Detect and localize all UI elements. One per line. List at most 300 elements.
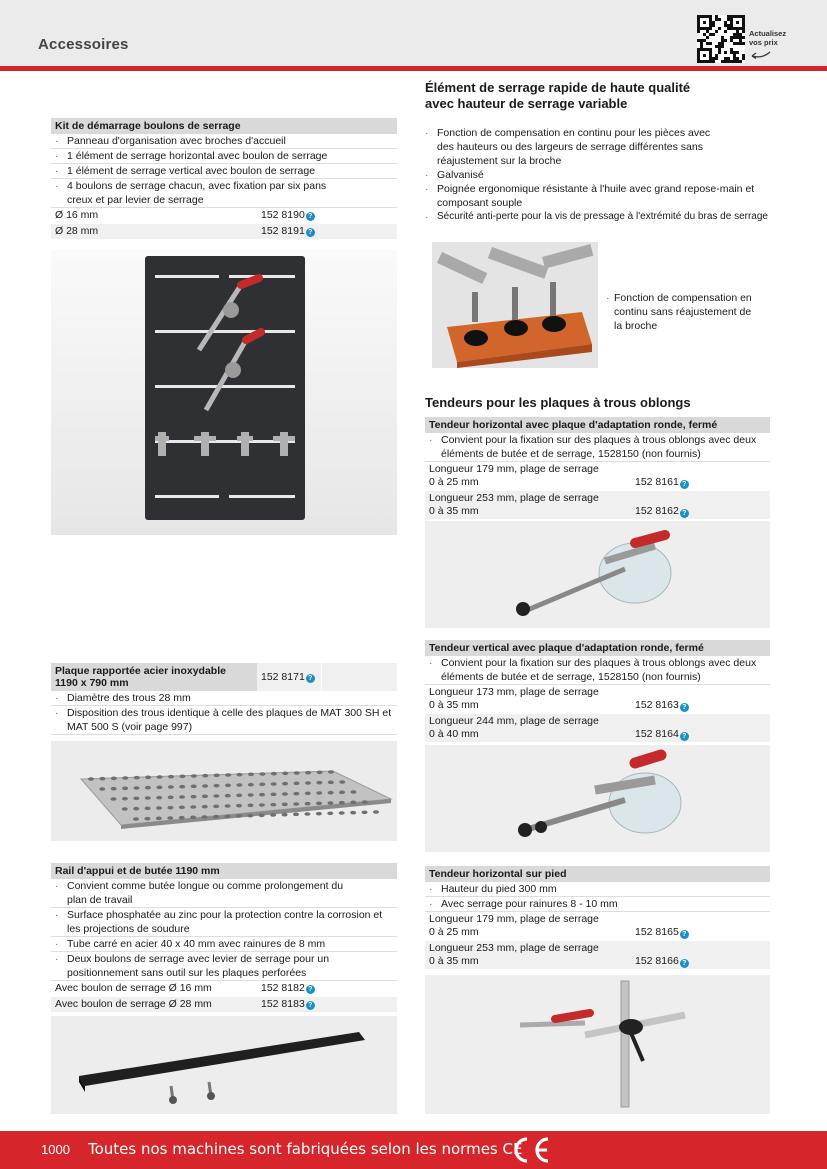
rail-table <box>51 981 397 1013</box>
plaque-hole <box>282 792 288 796</box>
plaque-hole <box>202 795 208 799</box>
plaque-hole <box>145 796 151 800</box>
row-desc <box>425 685 631 713</box>
plaque-hole <box>271 793 277 797</box>
qr-module <box>736 21 739 24</box>
feature-text: Fonction de compensation en continu pour les pièces avec des hauteurs ou des largeurs de serrage différentes sans réajustement sur la broche <box>437 127 711 167</box>
feature-text: Sécurité anti-perte pour la vis de pressage à l'extrémité du bras de serrage <box>437 211 768 222</box>
row-desc-line-2: 0 à 35 mm <box>429 505 479 517</box>
tendeur-pied-section <box>425 866 770 970</box>
price-cell <box>695 912 770 940</box>
price-cell <box>321 224 397 239</box>
table-row <box>51 981 397 997</box>
row-desc-line-2: 0 à 35 mm <box>429 699 479 711</box>
plaque-hole <box>202 774 208 778</box>
plaque-hole <box>191 795 197 799</box>
kit-bullet <box>51 134 397 149</box>
plaque-hole <box>304 812 310 816</box>
rail-row-number <box>257 981 321 996</box>
bullet-text: Convient pour la fixation sur des plaques à trous oblongs avec deux éléments de butée et de serrage, 1528150 (non fournis) <box>441 657 757 683</box>
kit-row-number <box>257 208 321 223</box>
plaque-hole <box>122 797 128 801</box>
bullet-text: Convient pour la fixation sur des plaques à trous oblongs avec deux éléments de butée et de serrage, 1528150 (non fournis) <box>441 434 757 460</box>
plaque-hole <box>179 806 185 810</box>
plaque-hole <box>259 814 265 818</box>
bullet-icon: · <box>55 165 59 177</box>
plaque-hole <box>259 803 265 807</box>
help-icon[interactable]: ? <box>680 959 689 968</box>
plaque-hole <box>327 812 333 816</box>
article-number: 152 8164 <box>635 728 679 740</box>
table-row <box>425 462 770 491</box>
help-icon[interactable]: ? <box>680 930 689 939</box>
tendeur-vertical-section <box>425 640 770 743</box>
qr-module <box>724 30 727 33</box>
bullet-icon: · <box>429 434 433 446</box>
plaque-hole <box>247 814 253 818</box>
row-desc-line-1: Longueur 173 mm, plage de serrage <box>429 686 599 698</box>
plaque-hole <box>111 797 117 801</box>
list-item <box>425 182 805 210</box>
price-cell <box>695 462 770 490</box>
row-desc-line-2: 0 à 40 mm <box>429 728 479 740</box>
rail-bullet <box>51 879 397 908</box>
plaque-bullet-text: Disposition des trous identique à celle des plaques de MAT 300 SH et MAT 500 S (voir page 997) <box>67 707 392 733</box>
plaque-hole <box>339 780 345 784</box>
plaque-hole <box>225 773 231 777</box>
plaque-hole <box>248 773 254 777</box>
qr-module <box>715 30 718 33</box>
help-icon[interactable]: ? <box>306 212 315 221</box>
page-footer <box>0 1131 827 1169</box>
tendeur-pied-bullet <box>425 897 770 912</box>
row-desc-line-1: Longueur 244 mm, plage de serrage <box>429 715 599 727</box>
tendeur-vertical-title: Tendeur vertical avec plaque d'adaptation ronde, fermé <box>425 640 770 656</box>
plaque-hole <box>214 784 220 788</box>
plaque-hole <box>144 817 150 821</box>
plaque-hole <box>316 812 322 816</box>
plaque-hole <box>168 775 174 779</box>
plaque-hole <box>225 784 231 788</box>
plaque-hole <box>316 802 322 806</box>
help-icon[interactable]: ? <box>306 985 315 994</box>
qr-note <box>749 29 786 47</box>
plaque-number-cell <box>257 663 321 691</box>
bullet-icon: · <box>429 883 433 895</box>
qr-module <box>706 36 709 39</box>
plaque-hole <box>111 777 117 781</box>
plaque-hole <box>168 796 174 800</box>
help-icon[interactable]: ? <box>306 1001 315 1010</box>
plaque-hole <box>316 791 322 795</box>
plaque-hole <box>271 782 277 786</box>
rail-bullet-text: Surface phosphatée au zinc pour la protection contre la corrosion et les projections de soudure <box>67 909 383 935</box>
plaque-bullet <box>51 691 397 706</box>
plaque-hole <box>225 794 231 798</box>
plaque-title-line-2: 1190 x 790 mm <box>55 677 129 689</box>
list-item <box>425 210 805 224</box>
qr-code[interactable] <box>697 15 745 63</box>
rail-bullet-text: Deux boulons de serrage avec levier de serrage pour un positionnement sans outil sur les plaques perforées <box>67 953 330 979</box>
rail-bullet-text: Convient comme butée longue ou comme prolongement du plan de travail <box>67 880 344 906</box>
plaque-title-line-1: Plaque rapportée acier inoxydable <box>55 665 226 677</box>
qr-module <box>703 21 706 24</box>
bullet-icon: · <box>606 292 610 304</box>
plaque-hole <box>202 805 208 809</box>
plaque-hole <box>190 805 196 809</box>
help-icon[interactable]: ? <box>680 509 689 518</box>
article-number: 152 8163 <box>635 699 679 711</box>
plaque-hole <box>179 816 185 820</box>
bullet-icon: · <box>55 135 59 147</box>
plaque-bullet <box>51 706 397 735</box>
plaque-hole <box>305 771 311 775</box>
price-cell <box>321 981 397 996</box>
plaque-hole <box>282 782 288 786</box>
plaque-section <box>51 663 397 735</box>
plaque-hole <box>248 783 254 787</box>
rail-photo <box>51 1016 397 1114</box>
qr-module <box>712 60 715 63</box>
kit-row-desc: Ø 28 mm <box>55 225 99 237</box>
price-cell <box>321 997 397 1012</box>
qr-module <box>712 33 715 36</box>
price-cell <box>695 685 770 713</box>
qr-module <box>742 36 745 39</box>
row-number <box>631 714 695 742</box>
kit-bullet <box>51 179 397 208</box>
kit-bullet <box>51 149 397 164</box>
price-cell <box>695 714 770 742</box>
plaque-hole <box>213 815 219 819</box>
qr-module <box>742 57 745 60</box>
plaque-title <box>51 663 257 691</box>
tendeur-horizontal-photo <box>425 521 770 628</box>
help-icon[interactable]: ? <box>680 703 689 712</box>
plaque-hole <box>339 801 345 805</box>
kit-table <box>51 208 397 240</box>
plaque-bullet-text: Diamètre des trous 28 mm <box>67 692 191 704</box>
plaque-hole <box>134 786 140 790</box>
plaque-hole <box>202 815 208 819</box>
row-desc-line-1: Longueur 253 mm, plage de serrage <box>429 942 599 954</box>
page-header <box>0 0 827 68</box>
bullet-icon: · <box>55 692 59 704</box>
plaque-hole <box>270 813 276 817</box>
plaque-hole <box>282 772 288 776</box>
plaque-hole <box>156 817 162 821</box>
rail-bullet <box>51 908 397 937</box>
article-number: 152 8162 <box>635 505 679 517</box>
qr-module <box>697 30 700 33</box>
plaque-hole <box>305 792 311 796</box>
article-number: 152 8190 <box>261 209 305 221</box>
plaque-hole <box>99 787 105 791</box>
plaque-hole <box>270 803 276 807</box>
tendeur-horizontal-bullet <box>425 433 770 462</box>
qr-module <box>718 27 721 30</box>
bullet-icon: · <box>425 183 429 195</box>
article-number: 152 8183 <box>261 998 305 1010</box>
table-row <box>425 491 770 520</box>
table-row <box>425 912 770 941</box>
row-desc <box>425 462 631 490</box>
plaque-hole <box>259 793 265 797</box>
plaque-hole <box>134 776 140 780</box>
plaque-hole <box>316 781 322 785</box>
help-icon[interactable]: ? <box>306 228 315 237</box>
plaque-hole <box>213 794 219 798</box>
plaque-hole <box>122 776 128 780</box>
plaque-hole <box>145 807 151 811</box>
row-desc-line-2: 0 à 25 mm <box>429 926 479 938</box>
plaque-hole <box>259 783 265 787</box>
qr-module <box>709 42 712 45</box>
list-item <box>425 168 805 182</box>
table-row <box>51 208 397 224</box>
row-desc <box>425 491 631 519</box>
plaque-hole <box>248 793 254 797</box>
plaque-hole <box>202 784 208 788</box>
plaque-hole <box>156 806 162 810</box>
kit-title: Kit de démarrage boulons de serrage <box>51 118 397 134</box>
plaque-hole <box>351 790 357 794</box>
qr-module <box>718 51 721 54</box>
qr-module <box>703 54 706 57</box>
qr-module <box>718 18 721 21</box>
qr-note-line-1: Actualisez <box>749 29 787 38</box>
plaque-hole <box>294 771 300 775</box>
rail-bullet-text: Tube carré en acier 40 x 40 mm avec rainures de 8 mm <box>67 938 326 950</box>
rail-section <box>51 863 397 1013</box>
tendeur-pied-photo <box>425 975 770 1114</box>
row-desc <box>425 714 631 742</box>
plaque-hole <box>328 781 334 785</box>
qr-module <box>724 39 727 42</box>
row-desc-line-2: 0 à 25 mm <box>429 476 479 488</box>
plaque-hole <box>224 815 230 819</box>
qr-module <box>724 51 727 54</box>
plaque-hole <box>339 811 345 815</box>
price-cell <box>321 208 397 223</box>
row-number <box>631 941 695 969</box>
plaque-hole <box>236 794 242 798</box>
rail-row-desc: Avec boulon de serrage Ø 28 mm <box>55 998 212 1010</box>
plaque-hole <box>282 803 288 807</box>
kit-section <box>51 118 397 240</box>
article-number: 152 8171 <box>261 671 305 683</box>
plaque-hole <box>247 804 253 808</box>
bullet-icon: · <box>55 707 59 719</box>
article-number: 152 8166 <box>635 955 679 967</box>
tendeurs-title: Tendeurs pour les plaques à trous oblongs <box>425 395 691 410</box>
qr-module <box>721 45 724 48</box>
rail-title: Rail d'appui et de butée 1190 mm <box>51 863 397 879</box>
feature-text: Poignée ergonomique résistante à l'huile avec grand repose-main et composant souple <box>437 183 755 209</box>
plaque-hole <box>133 797 139 801</box>
plaque-hole <box>294 782 300 786</box>
plaque-hole <box>191 774 197 778</box>
row-desc <box>425 941 631 969</box>
plaque-hole <box>156 796 162 800</box>
ce-mark-icon <box>510 1135 552 1165</box>
price-cell <box>321 663 397 691</box>
photo-note-text: Fonction de compensation en continu sans réajustement de la broche <box>614 292 752 332</box>
element-photo <box>432 242 598 368</box>
plaque-hole <box>362 811 368 815</box>
plaque-hole <box>282 813 288 817</box>
qr-module <box>736 51 739 54</box>
plaque-hole <box>328 791 334 795</box>
element-title-line-2: avec hauteur de serrage variable <box>425 96 628 111</box>
plaque-hole <box>350 801 356 805</box>
price-cell <box>695 491 770 519</box>
plaque-hole <box>122 787 128 791</box>
tendeur-vertical-bullet <box>425 656 770 685</box>
plaque-hole <box>362 800 368 804</box>
row-number <box>631 685 695 713</box>
plaque-hole <box>293 792 299 796</box>
tendeur-vertical-table <box>425 685 770 743</box>
plaque-hole <box>236 804 242 808</box>
tendeur-vertical-photo <box>425 745 770 852</box>
qr-module <box>742 42 745 45</box>
bullet-icon: · <box>425 211 429 223</box>
help-icon[interactable]: ? <box>306 674 315 683</box>
article-number: 152 8182 <box>261 982 305 994</box>
qr-module <box>715 57 718 60</box>
curved-arrow-icon <box>750 50 772 63</box>
plaque-hole <box>373 810 379 814</box>
plaque-hole <box>167 816 173 820</box>
plaque-hole <box>236 783 242 787</box>
qr-module <box>739 60 742 63</box>
plaque-hole <box>339 791 345 795</box>
plaque-hole <box>237 773 243 777</box>
plaque-hole <box>327 801 333 805</box>
qr-module <box>709 27 712 30</box>
bullet-icon: · <box>55 953 59 965</box>
plaque-hole <box>259 772 265 776</box>
tendeur-pied-title: Tendeur horizontal sur pied <box>425 866 770 882</box>
plaque-hole <box>99 777 105 781</box>
rail-row-number <box>257 997 321 1012</box>
rail-row-desc: Avec boulon de serrage Ø 16 mm <box>55 982 212 994</box>
page-number: 1000 <box>41 1142 70 1157</box>
plaque-hole <box>156 786 162 790</box>
plaque-hole <box>225 804 231 808</box>
bullet-icon: · <box>55 180 59 192</box>
plaque-hole <box>111 787 117 791</box>
bullet-icon: · <box>425 127 429 139</box>
plaque-header-row <box>51 663 397 691</box>
plaque-hole <box>317 771 323 775</box>
plaque-hole <box>350 811 356 815</box>
plaque-hole <box>190 816 196 820</box>
list-item <box>425 126 805 168</box>
bullet-icon: · <box>55 150 59 162</box>
plaque-hole <box>168 785 174 789</box>
plaque-hole <box>179 785 185 789</box>
plaque-photo <box>51 741 397 841</box>
plaque-hole <box>167 806 173 810</box>
tendeur-horizontal-table <box>425 462 770 520</box>
bullet-icon: · <box>55 938 59 950</box>
kit-row-desc: Ø 16 mm <box>55 209 99 221</box>
tendeur-horizontal-title: Tendeur horizontal avec plaque d'adaptation ronde, fermé <box>425 417 770 433</box>
bullet-icon: · <box>429 898 433 910</box>
row-desc <box>425 912 631 940</box>
plaque-hole <box>293 813 299 817</box>
price-cell <box>695 941 770 969</box>
table-row <box>51 224 397 240</box>
plaque-hole <box>133 807 139 811</box>
qr-note-line-2: vos prix <box>749 38 778 47</box>
kit-photo <box>51 250 397 535</box>
help-icon[interactable]: ? <box>680 732 689 741</box>
help-icon[interactable]: ? <box>680 480 689 489</box>
bullet-icon: · <box>425 169 429 181</box>
plaque-hole <box>145 776 151 780</box>
plaque-hole <box>305 781 311 785</box>
row-desc-line-2: 0 à 35 mm <box>429 955 479 967</box>
table-row <box>425 714 770 743</box>
element-photo-note <box>606 291 786 333</box>
plaque-hole <box>271 772 277 776</box>
bullet-text: Avec serrage pour rainures 8 - 10 mm <box>441 898 618 910</box>
plaque-hole <box>191 785 197 789</box>
row-desc-line-1: Longueur 179 mm, plage de serrage <box>429 463 599 475</box>
page-title: Accessoires <box>38 36 129 53</box>
tendeur-horizontal-section <box>425 417 770 520</box>
rail-bullet <box>51 937 397 952</box>
row-desc-line-1: Longueur 179 mm, plage de serrage <box>429 913 599 925</box>
article-number: 152 8161 <box>635 476 679 488</box>
rail-bullet <box>51 952 397 981</box>
row-desc-line-1: Longueur 253 mm, plage de serrage <box>429 492 599 504</box>
kit-bullet-text: 1 élément de serrage vertical avec boulon de serrage <box>67 165 316 177</box>
row-number <box>631 491 695 519</box>
bullet-icon: · <box>55 880 59 892</box>
plaque-hole <box>88 777 94 781</box>
plaque-hole <box>133 817 139 821</box>
kit-bullet <box>51 164 397 179</box>
qr-module <box>742 30 745 33</box>
element-features <box>425 126 805 224</box>
header-red-rule <box>0 66 827 71</box>
plaque-hole <box>214 774 220 778</box>
table-row <box>51 997 397 1013</box>
row-number <box>631 912 695 940</box>
footer-text: Toutes nos machines sont fabriquées selon les normes CE <box>88 1140 523 1158</box>
article-number: 152 8165 <box>635 926 679 938</box>
bullet-icon: · <box>429 657 433 669</box>
row-number <box>631 462 695 490</box>
kit-bullet-text: 1 élément de serrage horizontal avec boulon de serrage <box>67 150 328 162</box>
kit-bullet-text: Panneau d'organisation avec broches d'accueil <box>67 135 286 147</box>
article-number: 152 8191 <box>261 225 305 237</box>
kit-bullet-text: 4 boulons de serrage chacun, avec fixation par six pans creux et par levier de serrage <box>67 180 327 206</box>
plaque-hole <box>293 802 299 806</box>
element-title-line-1: Élément de serrage rapide de haute qualité <box>425 80 691 95</box>
table-row <box>425 685 770 714</box>
plaque-hole <box>122 807 128 811</box>
plaque-hole <box>328 770 334 774</box>
plaque-hole <box>213 805 219 809</box>
table-row <box>425 941 770 970</box>
tendeur-pied-bullet <box>425 882 770 897</box>
plaque-hole <box>157 775 163 779</box>
